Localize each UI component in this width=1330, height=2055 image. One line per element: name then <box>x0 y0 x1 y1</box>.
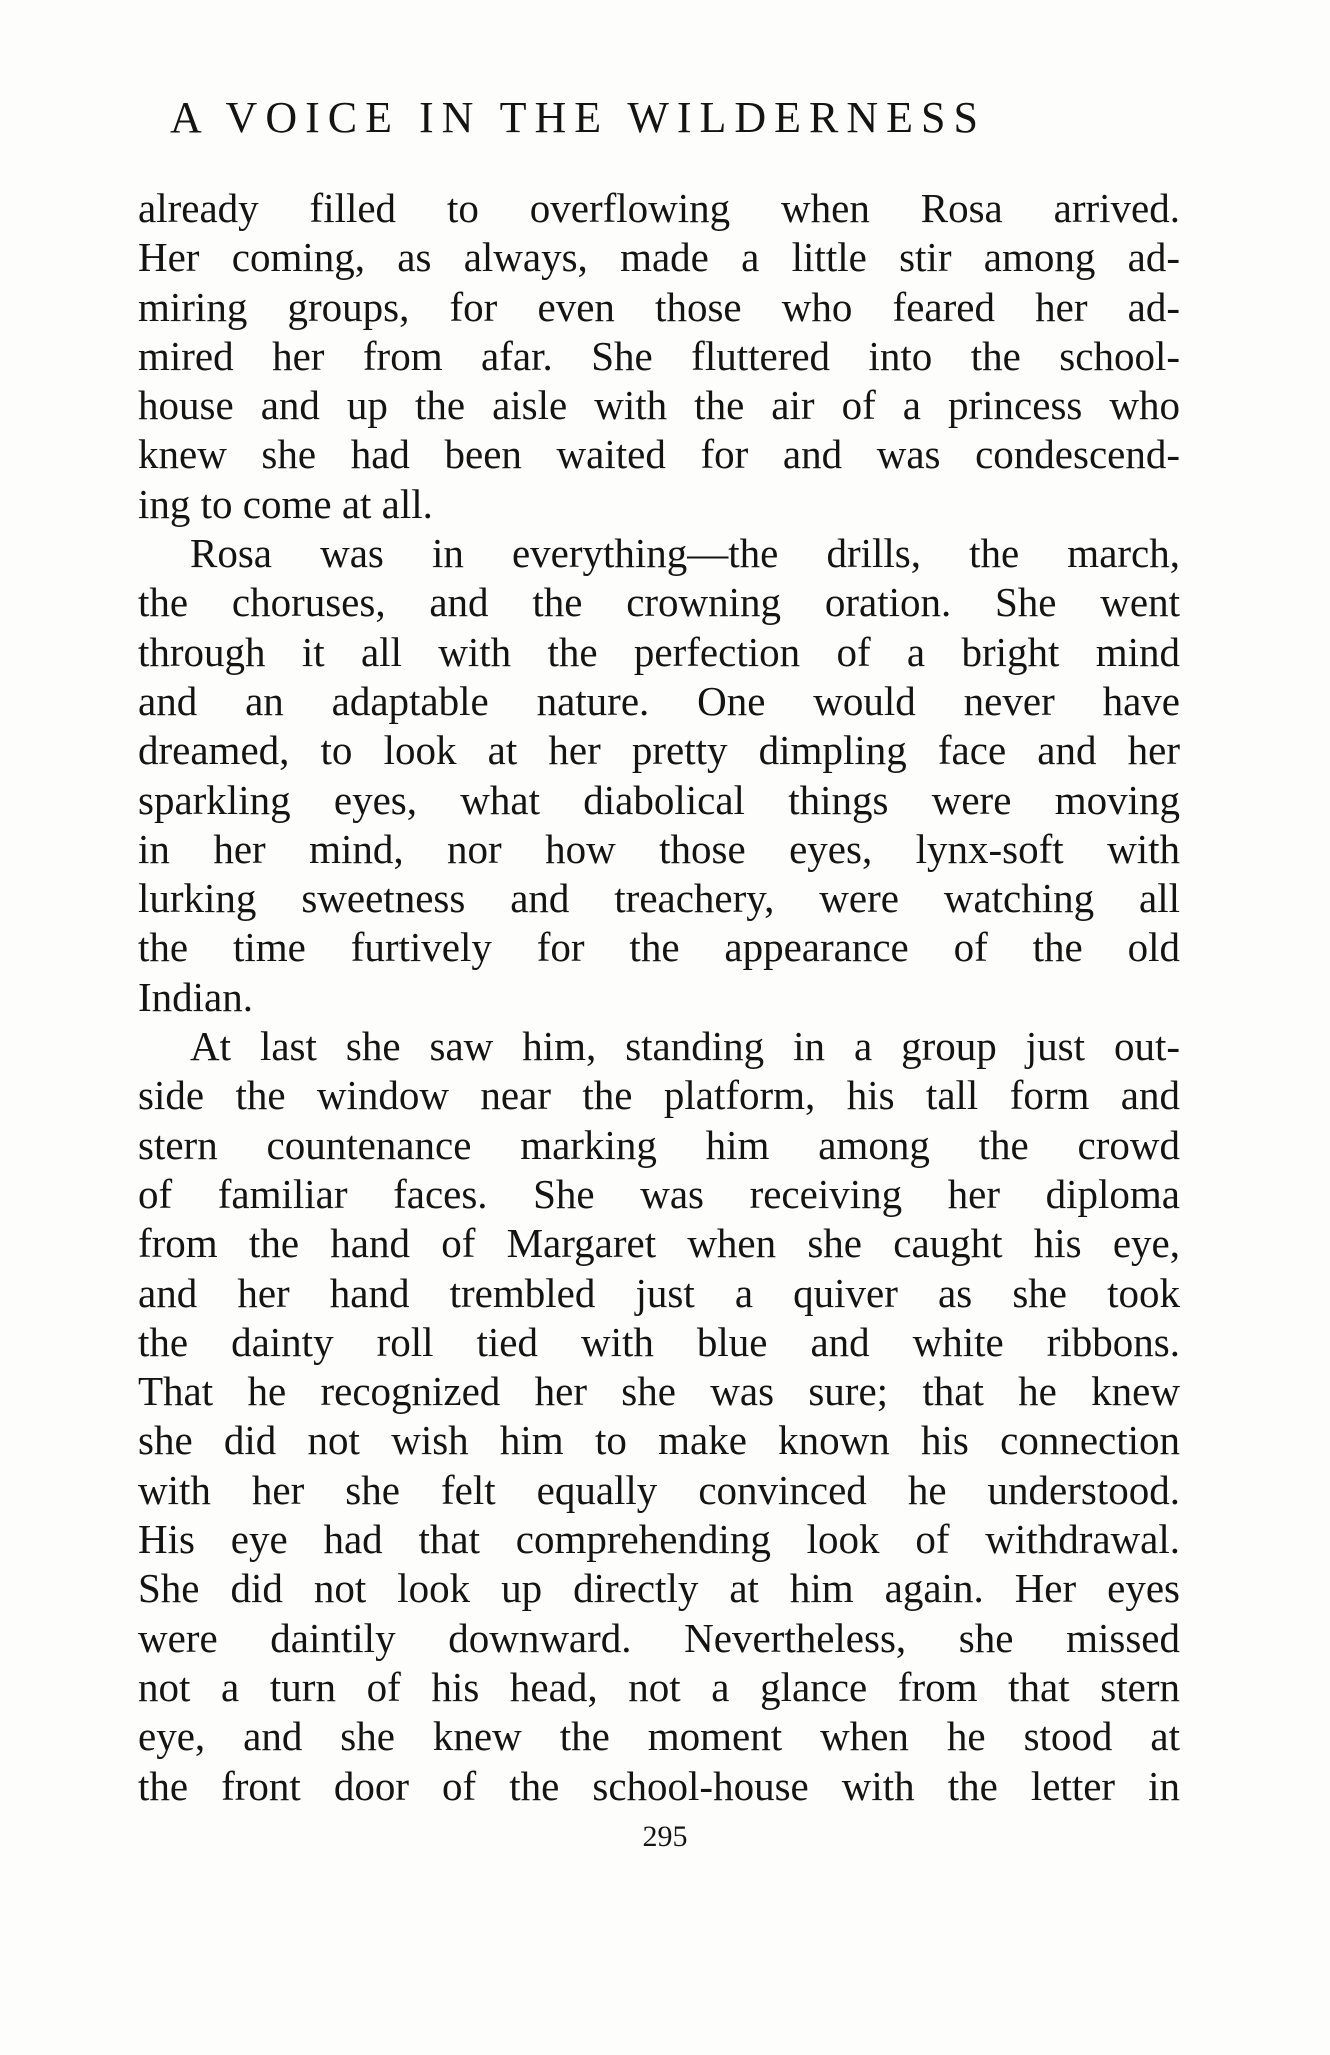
text-line: from the hand of Margaret when she caught his eye, <box>138 1220 1180 1267</box>
text-line: in her mind, nor how those eyes, lynx-soft with <box>138 825 1180 872</box>
text-line: the choruses, and the crowning oration. She went <box>138 579 1180 626</box>
text-line: through it all with the perfection of a bright mind <box>138 628 1180 675</box>
text-line: Rosa was in everything—the drills, the march, <box>190 530 1180 577</box>
text-line: ing to come at all. <box>138 480 433 527</box>
text-line: house and up the aisle with the air of a princess who <box>138 382 1180 429</box>
text-line: the front door of the school-house with the letter in <box>138 1762 1180 1809</box>
text-line: sparkling eyes, what diabolical things were moving <box>138 776 1180 823</box>
text-line: not a turn of his head, not a glance from that stern <box>138 1663 1180 1710</box>
text-line: knew she had been waited for and was condescend- <box>138 431 1180 478</box>
text-line: lurking sweetness and treachery, were watching all <box>138 875 1180 922</box>
text-line: At last she saw him, standing in a group just out- <box>190 1023 1180 1070</box>
text-line: That he recognized her she was sure; that he knew <box>138 1368 1180 1415</box>
text-line: the dainty roll tied with blue and white ribbons. <box>138 1318 1180 1365</box>
text-line: side the window near the platform, his tall form and <box>138 1072 1180 1119</box>
text-line: and her hand trembled just a quiver as she took <box>138 1269 1180 1316</box>
body-text <box>138 184 1180 1811</box>
text-line: already filled to overflowing when Rosa arrived. <box>138 185 1180 231</box>
text-line: of familiar faces. She was receiving her diploma <box>138 1170 1180 1217</box>
text-line: dreamed, to look at her pretty dimpling face and her <box>138 727 1180 774</box>
text-line: the time furtively for the appearance of the old <box>138 924 1180 971</box>
text-line: with her she felt equally convinced he understood. <box>138 1466 1180 1513</box>
text-line: Her coming, as always, made a little stir among ad- <box>138 234 1180 281</box>
text-line: she did not wish him to make known his connection <box>138 1417 1180 1464</box>
page-number: 295 <box>642 1820 688 1853</box>
text-line: Indian. <box>138 973 253 1020</box>
text-line: His eye had that comprehending look of withdrawal. <box>138 1516 1180 1563</box>
text-line: She did not look up directly at him again. Her eyes <box>138 1565 1180 1612</box>
text-line: miring groups, for even those who feared her ad- <box>138 283 1180 330</box>
text-line: were daintily downward. Nevertheless, she missed <box>138 1614 1180 1661</box>
running-head: A VOICE IN THE WILDERNESS <box>170 93 986 142</box>
text-line: mired her from afar. She fluttered into the school- <box>138 332 1180 379</box>
text-line: stern countenance marking him among the crowd <box>138 1121 1180 1168</box>
text-line: and an adaptable nature. One would never have <box>138 677 1180 724</box>
text-line: eye, and she knew the moment when he stood at <box>138 1713 1180 1760</box>
